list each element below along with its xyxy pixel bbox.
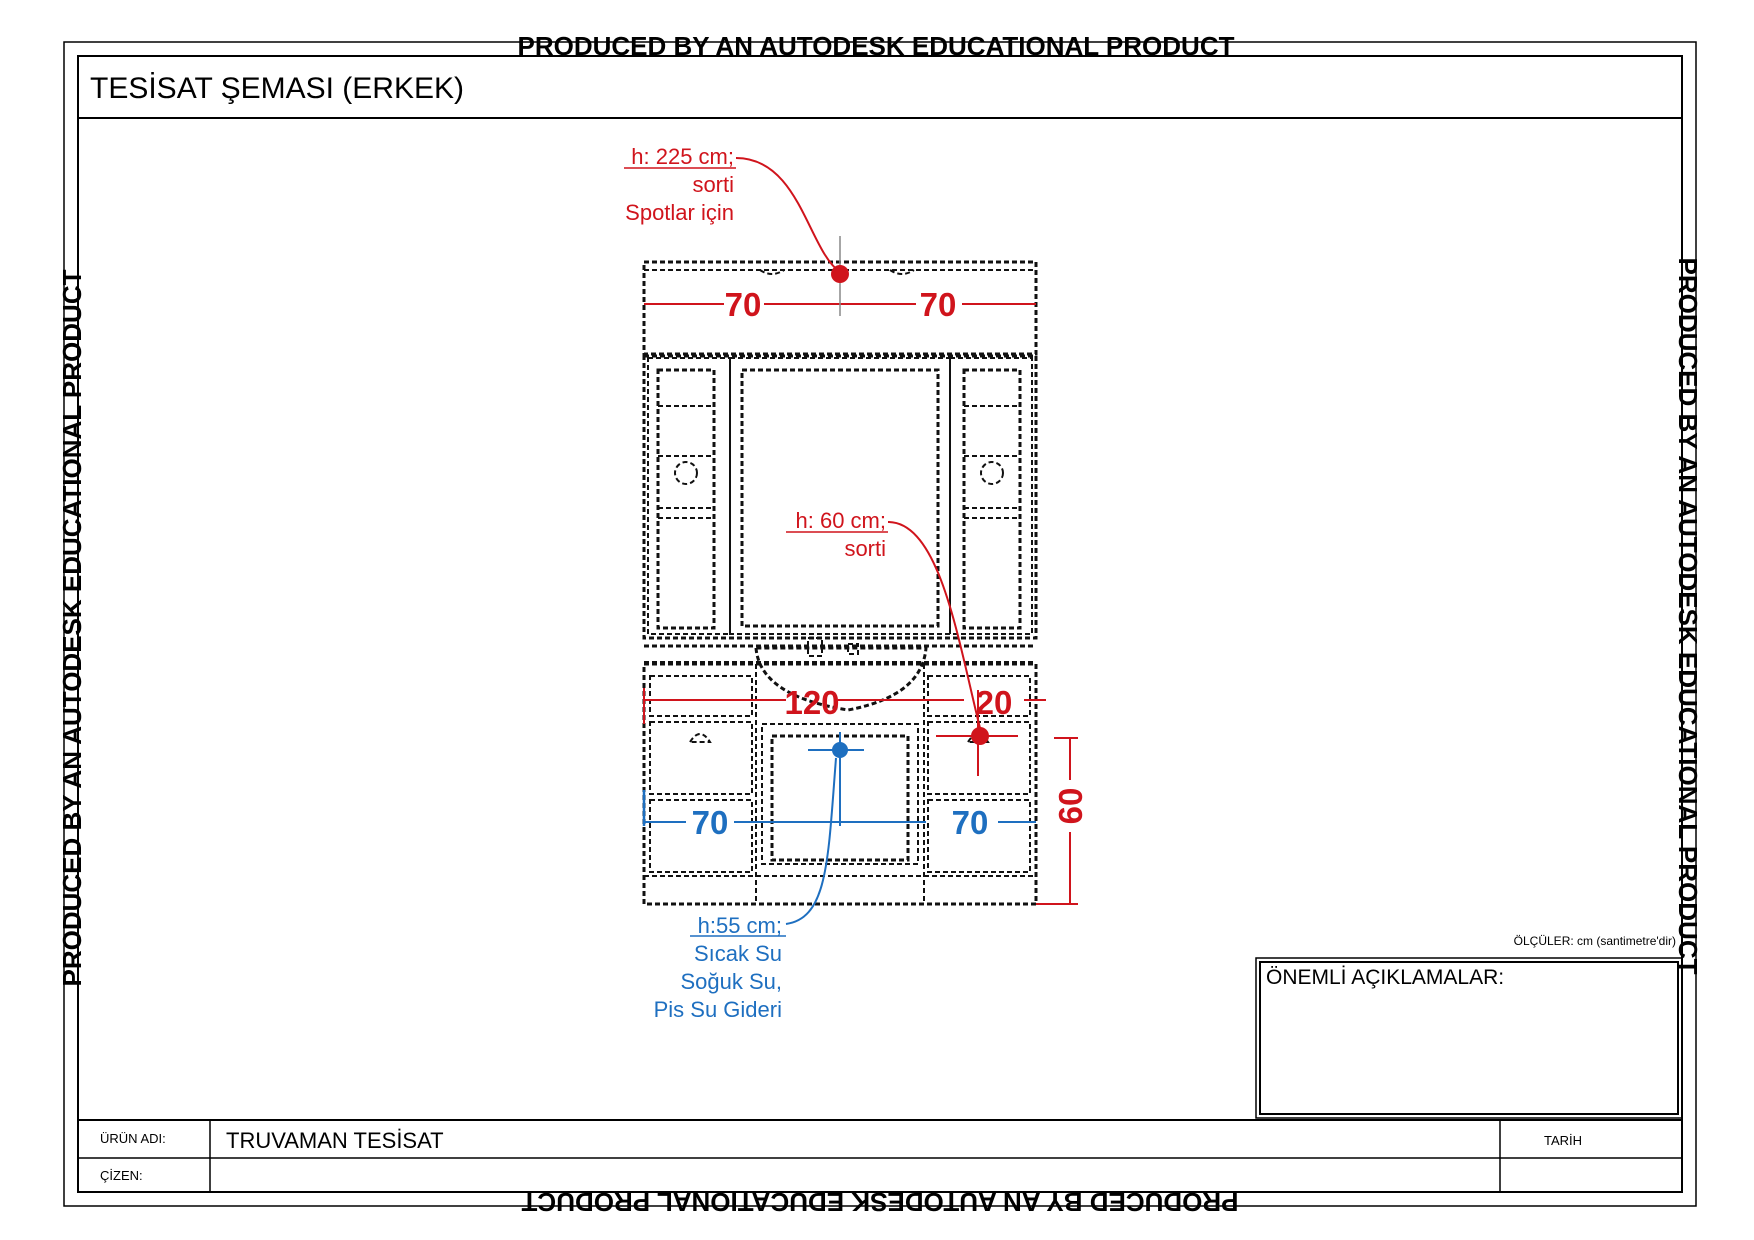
inner-frame xyxy=(78,56,1682,1192)
units-note: ÖLÇÜLER: cm (santimetre'dir) xyxy=(1513,934,1676,948)
annotation-mid-line2: sorti xyxy=(844,536,886,561)
watermark-bottom: PRODUCED BY AN AUTODESK EDUCATIONAL PRODUCT xyxy=(521,1187,1239,1217)
dim-top-right: 70 xyxy=(919,286,957,323)
page-title: TESİSAT ŞEMASI (ERKEK) xyxy=(90,72,464,105)
dim-mid-right: 20 xyxy=(975,684,1013,721)
watermark-left: PRODUCED BY AN AUTODESK EDUCATIONAL PRODUCT xyxy=(57,269,87,987)
outer-frame xyxy=(64,42,1696,1206)
outlet-mid-marker xyxy=(971,727,989,745)
outlet-bottom-marker xyxy=(832,742,848,758)
drawn-label: ÇİZEN: xyxy=(100,1168,143,1183)
annotation-top-line3: Spotlar için xyxy=(625,200,734,225)
annotation-top-height: h: 225 cm; xyxy=(631,144,734,169)
leader-bottom xyxy=(786,758,836,924)
notes-box-label: ÖNEMLİ AÇIKLAMALAR: xyxy=(1266,966,1505,989)
leader-top xyxy=(736,158,840,272)
product-label: ÜRÜN ADI: xyxy=(100,1131,166,1146)
annotation-bottom-line3: Soğuk Su, xyxy=(680,969,782,994)
date-label: TARİH xyxy=(1544,1133,1583,1148)
product-value: TRUVAMAN TESİSAT xyxy=(226,1128,444,1153)
annotation-bottom-height: h:55 cm; xyxy=(697,913,782,938)
annotation-top-line2: sorti xyxy=(692,172,734,197)
dim-mid-left: 120 xyxy=(784,684,840,721)
annotation-bottom-line2: Sıcak Su xyxy=(693,941,782,966)
annotation-mid-height: h: 60 cm; xyxy=(795,508,886,533)
outlet-top-marker xyxy=(831,265,849,283)
dim-top-left: 70 xyxy=(724,286,762,323)
dim-bottom-right: 70 xyxy=(951,804,989,841)
dim-bottom-left: 70 xyxy=(691,804,729,841)
watermark-top: PRODUCED BY AN AUTODESK EDUCATIONAL PRODUCT xyxy=(517,31,1235,61)
watermark-right: PRODUCED BY AN AUTODESK EDUCATIONAL PRODUCT xyxy=(1673,257,1703,975)
dim-vertical: 60 xyxy=(1052,787,1089,825)
annotation-bottom-line4: Pis Su Gideri xyxy=(653,997,782,1022)
